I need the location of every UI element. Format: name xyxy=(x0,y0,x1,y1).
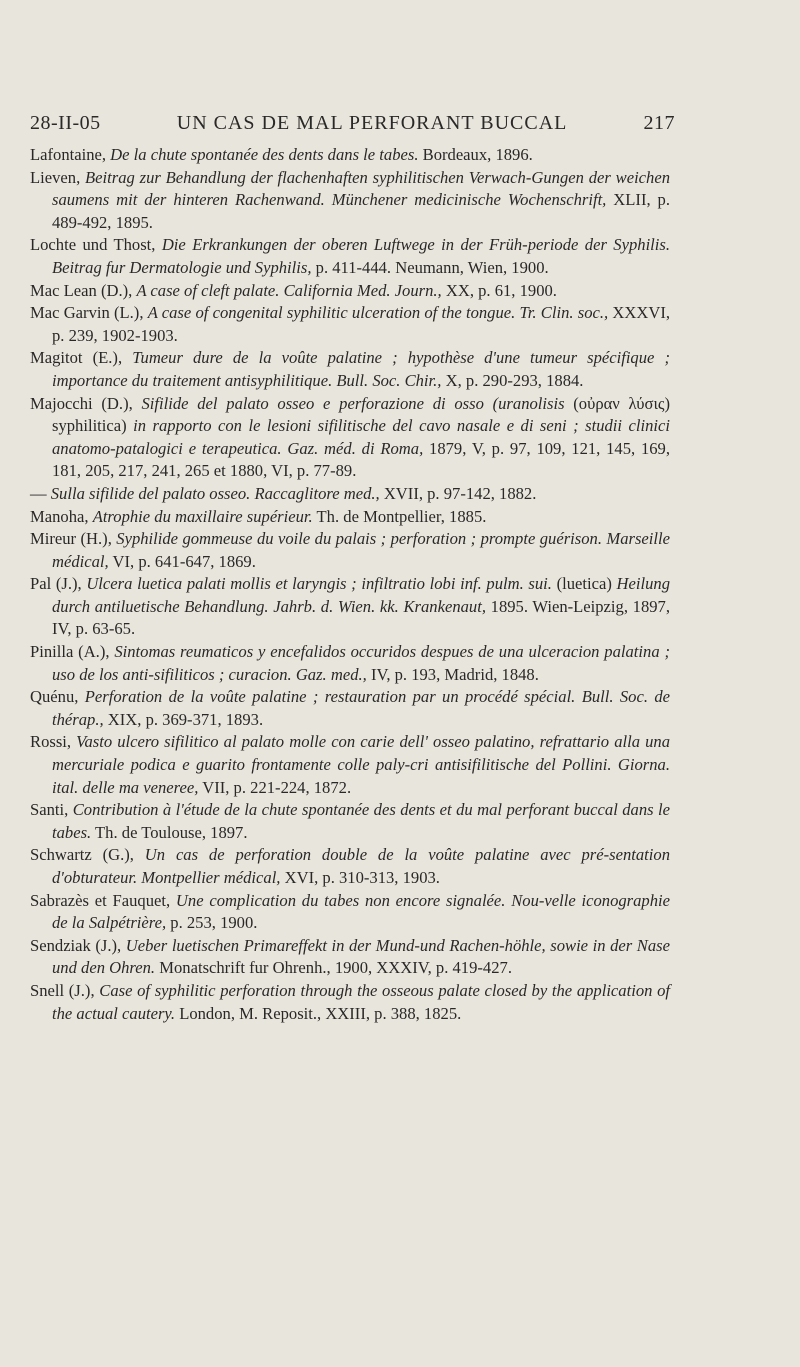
entry-text: XVI, p. 310-313, 1903. xyxy=(280,868,440,887)
entry-text: XVII, p. 97-142, 1882. xyxy=(379,483,537,503)
entry-text: Pinilla (A.), xyxy=(30,642,115,662)
entry-title: Case of syphilitic perforation through the osseous palate closed by the application of the actual cautery. xyxy=(52,980,670,1023)
entry-title: Perforation de la voûte palatine ; restauration par un procédé spécial. Bull. Soc. de thérap., xyxy=(52,687,670,729)
bibliography-entry xyxy=(30,844,670,889)
entry-text: Rossi, xyxy=(30,732,77,752)
entry-text: X, p. 290-293, 1884. xyxy=(441,370,584,390)
bibliography-entry xyxy=(30,347,670,392)
bibliography-entry xyxy=(30,506,670,529)
entry-text: Bordeaux, 1896. xyxy=(418,145,533,164)
bibliography-entry xyxy=(30,890,670,935)
entry-text: Pal (J.), xyxy=(30,574,87,594)
entry-title: in rapporto con le lesioni sifilitische del cavo nasale e di seni ; studii clinici anatomo-patalogici e terapeutica. Gaz. méd. di Roma, xyxy=(52,416,670,458)
bibliography-entry xyxy=(30,280,670,303)
bibliography-entry xyxy=(30,980,670,1025)
entry-title: Syphilide gommeuse du voile du palais ; perforation ; prompte guérison. Marseille médical, xyxy=(52,529,670,571)
entry-text: Mac Lean (D.), xyxy=(30,280,137,300)
entry-text: p. 411-444. Neumann, Wien, 1900. xyxy=(311,257,549,277)
entry-text: (οὐραν λύσις) syphilitica) xyxy=(52,393,671,436)
bibliography-entry xyxy=(30,935,670,980)
entry-title: Sifilide del palato osseo e perforazione di osso (uranolisis xyxy=(141,393,565,413)
entry-title: Sulla sifilide del palato osseo. Raccaglitore med., xyxy=(50,483,380,503)
entry-text: 1895. Wien-Leipzig, 1897, IV, p. 63-65. xyxy=(52,596,670,639)
entry-text: Lieven, xyxy=(30,167,86,187)
bibliography-entry xyxy=(30,641,670,686)
bibliography-entry xyxy=(30,167,670,235)
entry-text: Magitot (E.), xyxy=(30,348,133,368)
bibliography-entry xyxy=(30,234,670,279)
entry-title: Ulcera luetica palati mollis et laryngis ; infiltratio lobi inf. pulm. sui. xyxy=(86,574,552,594)
header-date: 28-II-05 xyxy=(30,112,101,134)
bibliography-entry xyxy=(30,573,670,641)
entry-text: Schwartz (G.), xyxy=(30,845,145,865)
entry-title: Sintomas reumaticos y encefalidos occuridos despues de una ulceracion palatina ; uso de los anti-sifiliticos ; curacion. Gaz. med., xyxy=(52,642,670,684)
entry-text: Mireur (H.), xyxy=(30,529,117,549)
entry-text: Th. de Montpellier, 1885. xyxy=(312,506,487,526)
bibliography-list xyxy=(30,144,670,1025)
entry-text: XXXVI, p. 239, 1902-1903. xyxy=(52,303,670,345)
entry-text: Lafontaine, xyxy=(30,145,111,164)
bibliography-entry xyxy=(30,302,670,347)
entry-text: XIX, p. 369-371, 1893. xyxy=(103,709,264,729)
entry-title: Un cas de perforation double de la voûte palatine avec pré-sentation d'obturateur. Montpellier médical, xyxy=(52,845,670,887)
entry-text: IV, p. 193, Madrid, 1848. xyxy=(366,664,539,684)
bibliography-entry xyxy=(30,483,670,506)
bibliography-entry xyxy=(30,528,670,573)
entry-text: 1879, V, p. 97, 109, 121, 145, 169, 181, 205, 217, 241, 265 et 1880, VI, p. 77-89. xyxy=(52,438,670,481)
entry-title: Vasto ulcero sifilitico al palato molle con carie dell' osseo palatino, refrattario alla una mercuriale podica e guarito frontamente colle paly-cri antisifilitische del Pollini. Giorna. ital. delle ma veneree, xyxy=(52,732,671,797)
bibliography-entry xyxy=(30,731,670,799)
running-header xyxy=(30,112,675,135)
bibliography-entry xyxy=(30,799,670,844)
entry-title: Atrophie du maxillaire supérieur. xyxy=(92,506,313,526)
entry-text: p. 253, 1900. xyxy=(166,913,258,933)
entry-title: Ueber luetischen Primareffekt in der Mund-und Rachen-höhle, sowie in der Nase und den Ohren. xyxy=(52,935,670,978)
entry-text: Lochte und Thost, xyxy=(30,235,162,255)
bibliography-entry xyxy=(30,144,670,167)
entry-title: A case of congenital syphilitic ulceration of the tongue. Tr. Clin. soc., xyxy=(147,303,609,323)
entry-text: Sendziak (J.), xyxy=(30,935,126,955)
entry-text: VI, p. 641-647, 1869. xyxy=(108,551,256,571)
entry-text: Snell (J.), xyxy=(30,980,100,1000)
entry-text: Monatschrift fur Ohrenh., 1900, XXXIV, p. 419-427. xyxy=(155,958,512,978)
entry-title: Contribution à l'étude de la chute spontanée des dents et du mal perforant buccal dans le tabes. xyxy=(52,800,670,842)
entry-text: VII, p. 221-224, 1872. xyxy=(198,777,352,797)
entry-text: Sabrazès et Fauquet, xyxy=(30,890,176,910)
entry-title: Une complication du tabes non encore signalée. Nou-velle iconographie de la Salpétrière, xyxy=(52,890,670,933)
entry-text: London, M. Reposit., XXIII, p. 388, 1825. xyxy=(175,1003,462,1023)
entry-title: Die Erkrankungen der oberen Luftwege in der Früh-periode der Syphilis. Beitrag fur Dermatologie und Syphilis, xyxy=(52,235,671,277)
bibliography-entry xyxy=(30,393,670,483)
entry-text: Quénu, xyxy=(30,687,85,707)
entry-text: XX, p. 61, 1900. xyxy=(441,280,557,300)
entry-title: Beitrag zur Behandlung der flachenhaften syphilitischen Verwach-Gungen der weichen saumens mit der hinteren Rachenwand. Münchener medicinische Wochenschrift, xyxy=(52,167,670,210)
entry-text: — xyxy=(30,483,51,503)
entry-text: Manoha, xyxy=(30,506,93,526)
entry-text: Santi, xyxy=(30,800,73,820)
entry-title: De la chute spontanée des dents dans le tabes. xyxy=(110,145,419,164)
entry-text: Majocchi (D.), xyxy=(30,393,142,413)
entry-text: Mac Garvin (L.), xyxy=(30,303,148,323)
header-title: UN CAS DE MAL PERFORANT BUCCAL xyxy=(176,112,568,134)
entry-title: Heilung durch antiluetische Behandlung. Jahrb. d. Wien. kk. Krankenaut, xyxy=(52,574,670,616)
entry-title: Tumeur dure de la voûte palatine ; hypothèse d'une tumeur spécifique ; importance du traitement antisyphilitique. Bull. Soc. Chir., xyxy=(52,348,671,390)
entry-text: (luetica) xyxy=(551,574,617,594)
page-number: 217 xyxy=(643,112,675,134)
entry-text: Th. de Toulouse, 1897. xyxy=(91,822,248,842)
entry-text: XLII, p. 489-492, 1895. xyxy=(52,190,671,232)
entry-title: A case of cleft palate. California Med. Journ., xyxy=(136,280,442,300)
bibliography-entry xyxy=(30,686,670,731)
